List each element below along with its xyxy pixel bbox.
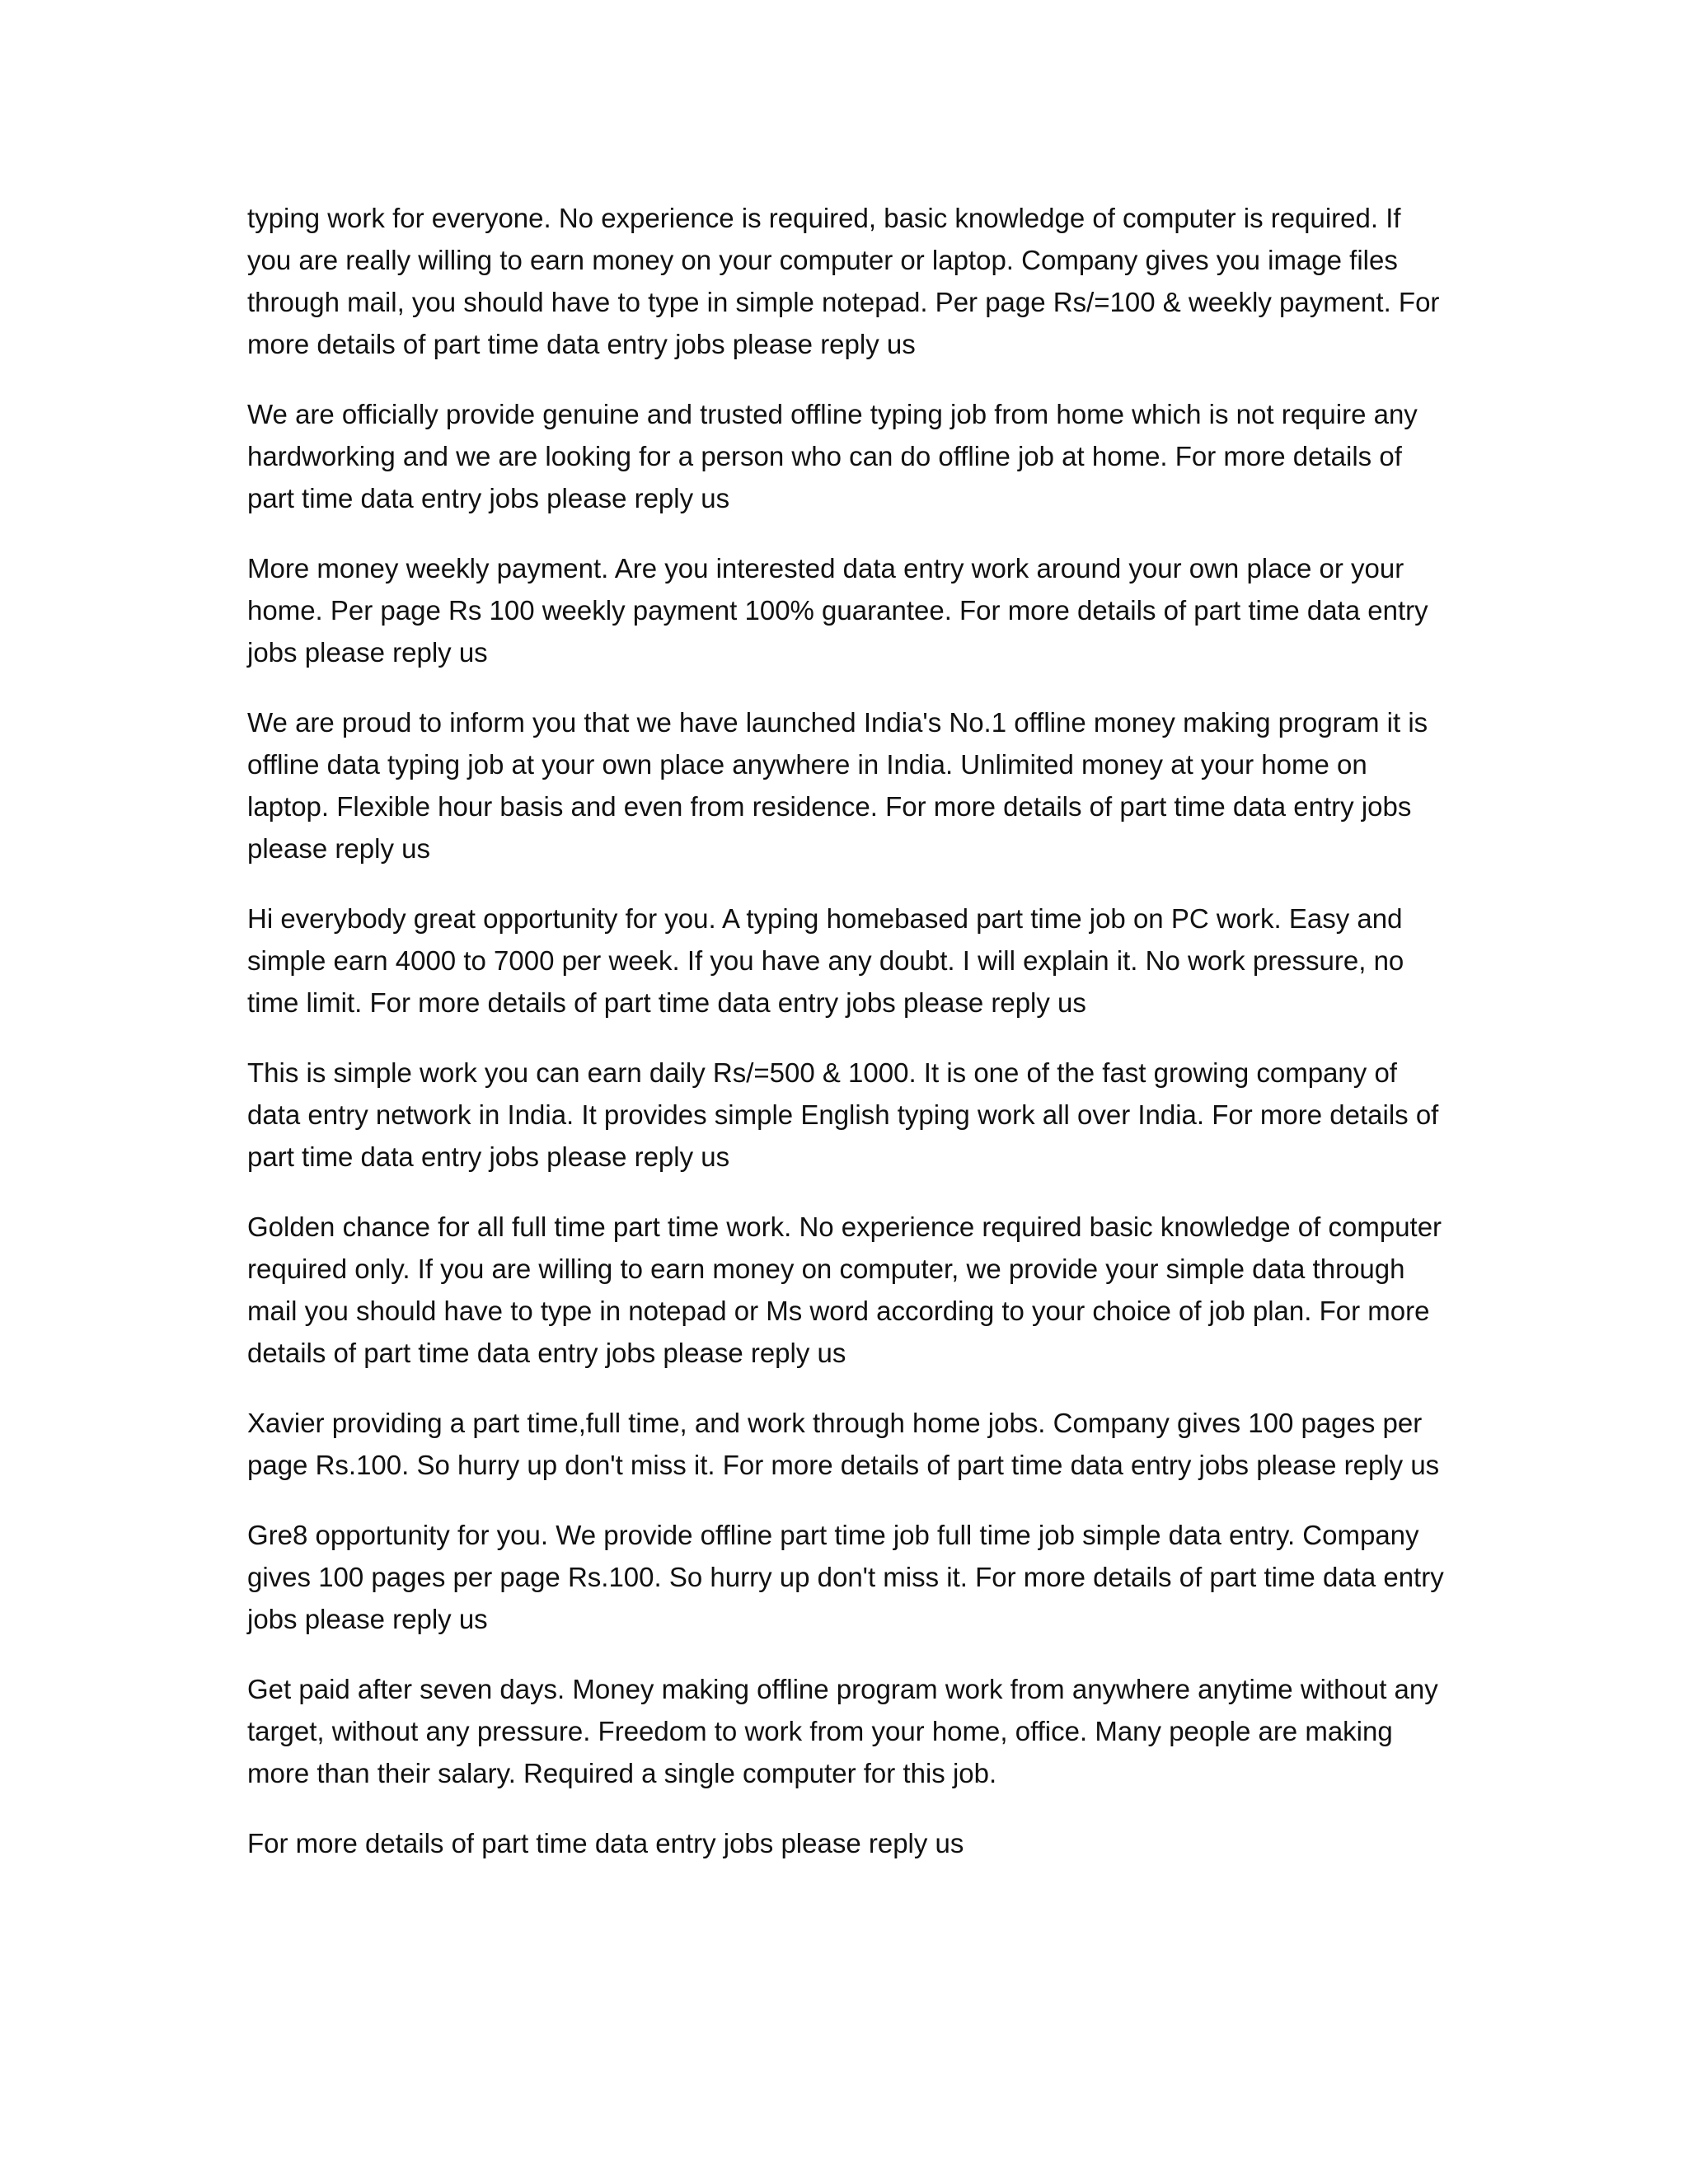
- paragraph: Hi everybody great opportunity for you. A typing homebased part time job on PC work. Easy and simple earn 4000 to 7000 per week. If you have any doubt. I will explain it. No work pressure, no time limit. For more details of part time data entry jobs please reply us: [247, 903, 1404, 1018]
- paragraph: typing work for everyone. No experience is required, basic knowledge of computer is required. If you are really willing to earn money on your computer or laptop. Company gives you image files through mail, you should have to type in simple notepad. Per page Rs/=100 & weekly payment. For more details of part time data entry jobs please reply us: [247, 203, 1440, 359]
- paragraph: We are proud to inform you that we have launched India's No.1 offline money making program it is offline data typing job at your own place anywhere in India. Unlimited money at your home on laptop. Flexible hour basis and even from residence. For more details of part time data entry jobs please reply us: [247, 707, 1428, 864]
- paragraph: We are officially provide genuine and trusted offline typing job from home which is not require any hardworking and we are looking for a person who can do offline job at home. For more details of part time data entry jobs please reply us: [247, 399, 1418, 513]
- paragraph: More money weekly payment. Are you interested data entry work around your own place or your home. Per page Rs 100 weekly payment 100% guarantee. For more details of part time data entry jobs please reply us: [247, 553, 1428, 668]
- paragraph: Xavier providing a part time,full time, and work through home jobs. Company gives 100 pages per page Rs.100. So hurry up don't miss it. For more details of part time data entry jobs please reply us: [247, 1408, 1440, 1480]
- paragraph: This is simple work you can earn daily Rs/=500 & 1000. It is one of the fast growing company of data entry network in India. It provides simple English typing work all over India. For more details of part time data entry jobs please reply us: [247, 1057, 1439, 1172]
- document-body: [247, 197, 1451, 1892]
- paragraph: For more details of part time data entry jobs please reply us: [247, 1828, 964, 1858]
- paragraph: Get paid after seven days. Money making offline program work from anywhere anytime without any target, without any pressure. Freedom to work from your home, office. Many people are making more than their salary. Required a single computer for this job.: [247, 1674, 1438, 1788]
- paragraph: Gre8 opportunity for you. We provide offline part time job full time job simple data entry. Company gives 100 pages per page Rs.100. So hurry up don't miss it. For more details of part time data entry jobs please reply us: [247, 1520, 1444, 1634]
- paragraph: Golden chance for all full time part time work. No experience required basic knowledge of computer required only. If you are willing to earn money on computer, we provide your simple data through mail you should have to type in notepad or Ms word according to your choice of job plan. For more details of part time data entry jobs please reply us: [247, 1212, 1442, 1368]
